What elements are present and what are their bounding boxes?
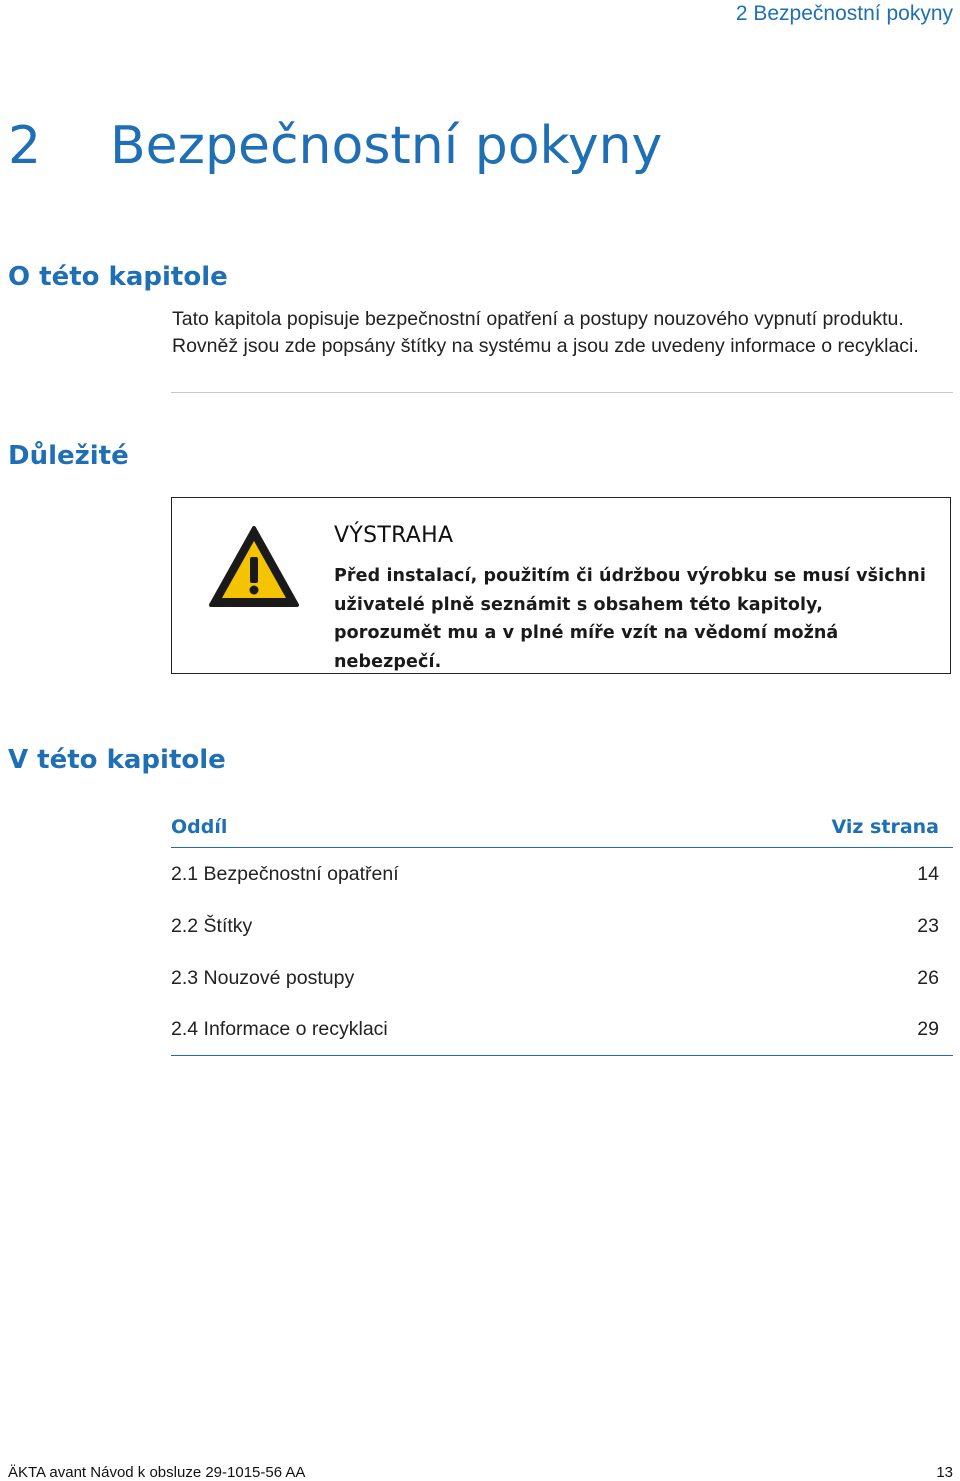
toc-table [171,806,953,1056]
toc-row[interactable] [171,848,953,900]
toc-page: 26 [917,966,939,989]
warning-box [171,497,951,674]
chapter-title [8,116,662,176]
toc-col-page: Viz strana [831,815,939,838]
toc-page: 29 [917,1018,939,1040]
important-heading: Důležité [8,441,129,471]
toc-header [171,806,953,848]
toc-col-section: Oddíl [171,815,228,838]
about-heading: O této kapitole [8,262,228,292]
toc-row[interactable] [171,900,953,952]
footer-page-number: 13 [936,1464,953,1481]
toc-page: 23 [917,914,939,937]
in-chapter-heading: V této kapitole [8,745,226,775]
warning-triangle-icon [208,525,300,609]
warning-text: Před instalací, použitím či údržbou výrobku se musí všichni uživatelé plně seznámit s obsahem této kapitoly, porozumět mu a v plné míře vzít na vědomí možná nebezpečí. [334,566,926,672]
about-text: Tato kapitola popisuje bezpečnostní opatření a postupy nouzového vypnutí produktu. Rovněž jsou zde popsány štítky na systému a jsou zde uvedeny informace o recyklaci. [172,308,919,357]
toc-section: 2.1 Bezpečnostní opatření [171,862,399,885]
chapter-title-text: Bezpečnostní pokyny [110,116,663,176]
divider [171,392,953,393]
toc-row[interactable] [171,1004,953,1056]
chapter-number: 2 [8,116,42,176]
toc-page: 14 [917,862,939,885]
warning-title: VÝSTRAHA [334,523,454,548]
toc-section: 2.3 Nouzové postupy [171,966,355,989]
toc-row[interactable] [171,952,953,1004]
toc-section: 2.4 Informace o recyklaci [171,1018,388,1040]
running-header: 2 Bezpečnostní pokyny [735,2,953,25]
footer-doc-title: ÄKTA avant Návod k obsluze 29-1015-56 AA [8,1464,306,1481]
toc-section: 2.2 Štítky [171,914,253,937]
